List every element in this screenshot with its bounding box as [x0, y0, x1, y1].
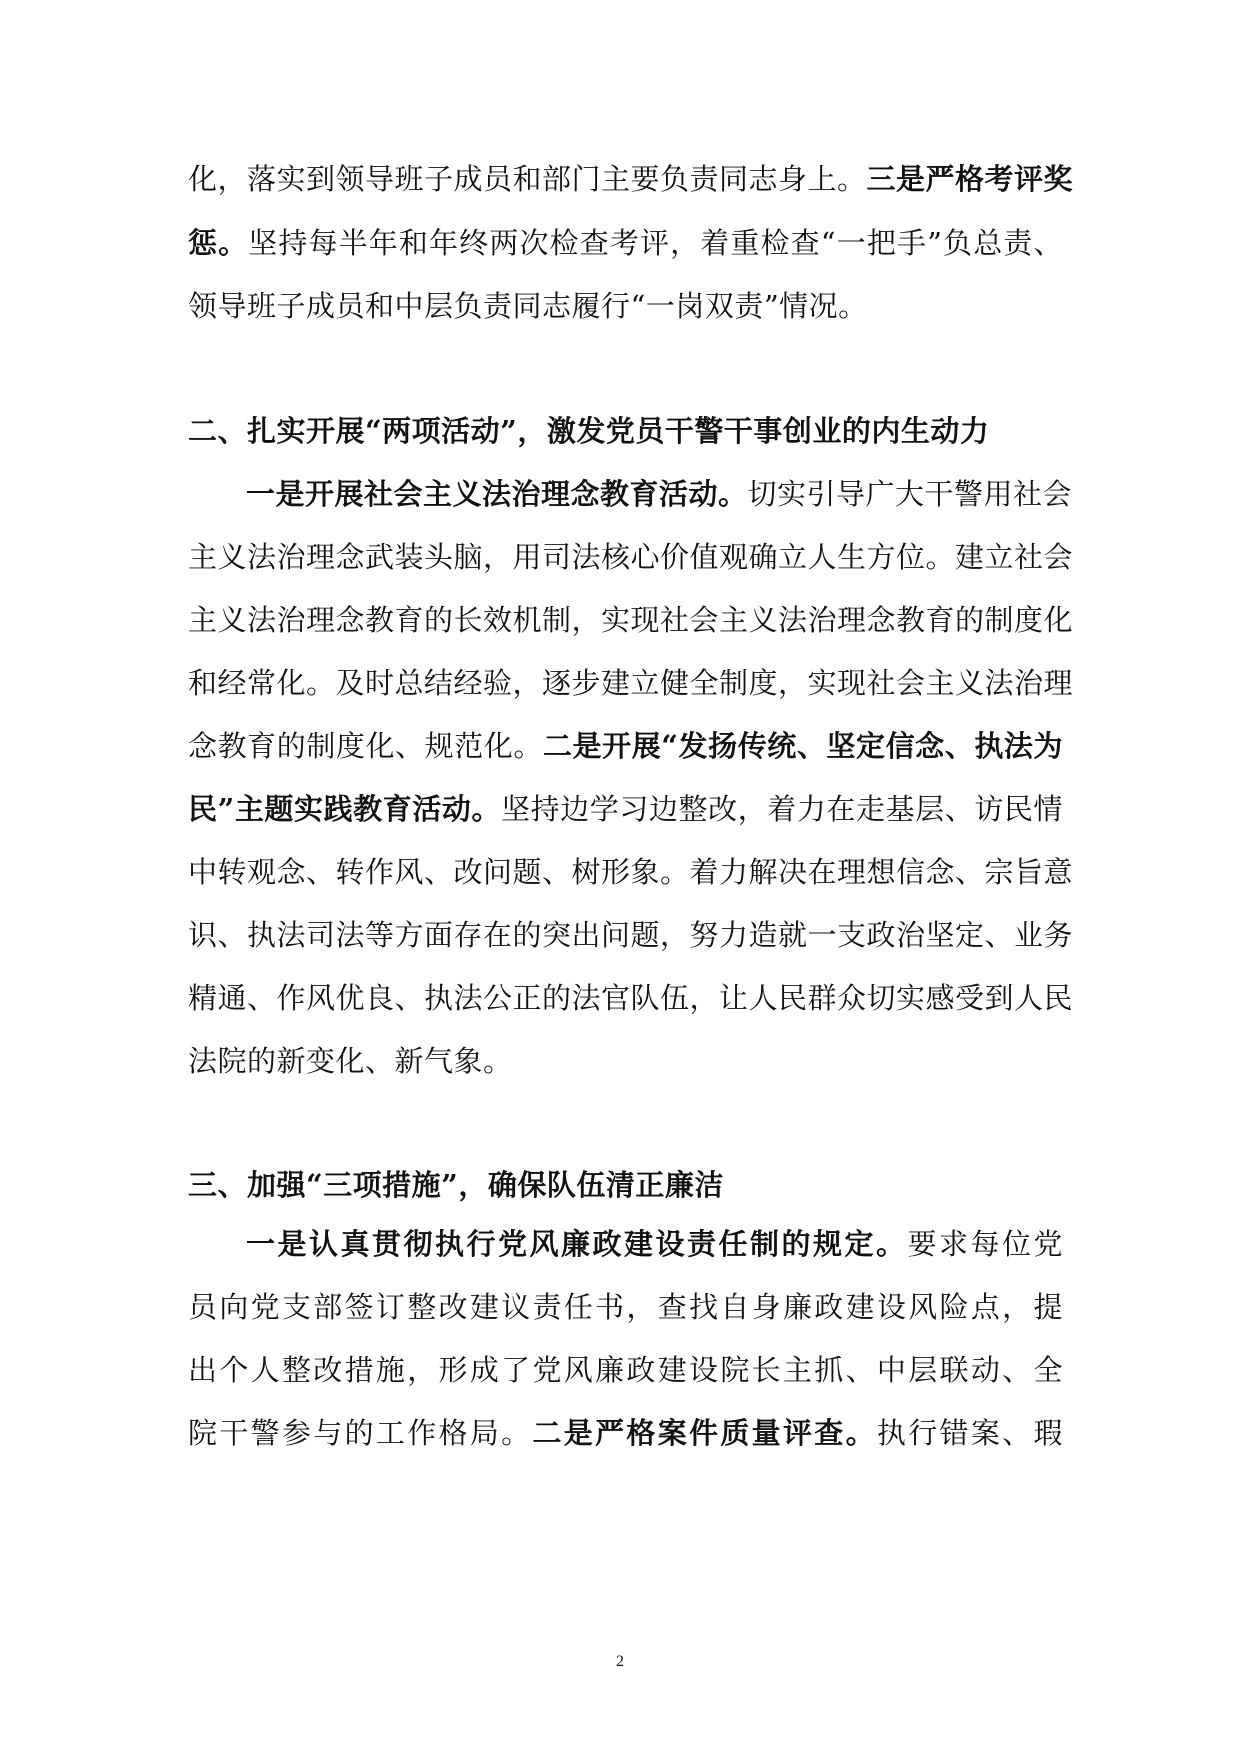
paragraph-line: 中转观念、转作风、改问题、树形象。着力解决在理想信念、宗旨意 [188, 855, 1074, 889]
bold-text-run: 一是开展社会主义法治理念教育活动。 [246, 477, 748, 511]
paragraph-line [188, 787, 1063, 831]
paragraph-line: 识、执法司法等方面存在的突出问题，努力造就一支政治坚定、业务 [188, 918, 1074, 952]
text-run: 化，落实到领导班子成员和部门主要负责同志身上。 [188, 162, 867, 196]
paragraph-line: 员向党支部签订整改建议责任书，查找自身廉政建设风险点，提 [188, 1290, 1063, 1324]
section-heading: 三、加强“三项措施”，确保队伍清正廉洁 [188, 1168, 724, 1202]
bold-text-run: 民”主题实践教育活动。 [188, 792, 502, 826]
paragraph-line [188, 221, 1063, 265]
bold-text-run: 二是严格案件质量评查。 [532, 1416, 877, 1450]
paragraph-line: 出个人整改措施，形成了党风廉政建设院长主抓、中层联动、全 [188, 1353, 1063, 1387]
page-number: 2 [616, 1653, 624, 1670]
text-run: 切实引导广大干警用社会 [747, 477, 1073, 511]
paragraph-line [188, 157, 1074, 201]
paragraph-line: 主义法治理念教育的长效机制，实现社会主义法治理念教育的制度化 [188, 603, 1074, 637]
paragraph-line [188, 1411, 1063, 1455]
bold-text-run: 三是严格考评奖 [866, 162, 1074, 196]
paragraph-line: 领导班子成员和中层负责同志履行“一岗双责”情况。 [188, 289, 868, 323]
bold-text-run: 一是认真贯彻执行党风廉政建设责任制的规定。 [246, 1227, 908, 1261]
text-run: 要求每位党 [907, 1227, 1063, 1261]
paragraph-line: 法院的新变化、新气象。 [188, 1044, 513, 1078]
paragraph-line [188, 724, 1063, 768]
paragraph-line: 精通、作风优良、执法公正的法官队伍，让人民群众切实感受到人民 [188, 981, 1074, 1015]
text-run: 执行错案、瑕 [876, 1416, 1063, 1450]
bold-text-run: 惩。 [188, 226, 249, 260]
text-run: 坚持边学习边整改，着力在走基层、访民情 [501, 792, 1063, 826]
section-heading: 二、扎实开展“两项活动”，激发党员干警干事创业的内生动力 [188, 414, 990, 448]
text-run: 院干警参与的工作格局。 [188, 1416, 533, 1450]
text-run: 念教育的制度化、规范化。 [188, 729, 543, 763]
paragraph-line: 和经常化。及时总结经验，逐步建立健全制度，实现社会主义法治理 [188, 666, 1074, 700]
text-run: 坚持每半年和年终两次检查考评，着重检查“一把手”负总责、 [248, 226, 1063, 260]
paragraph-line: 主义法治理念武装头脑，用司法核心价值观确立人生方位。建立社会 [188, 540, 1074, 574]
paragraph-line [246, 472, 1073, 516]
paragraph-line [246, 1222, 1063, 1266]
bold-text-run: 二是开展“发扬传统、坚定信念、执法为 [542, 729, 1063, 763]
